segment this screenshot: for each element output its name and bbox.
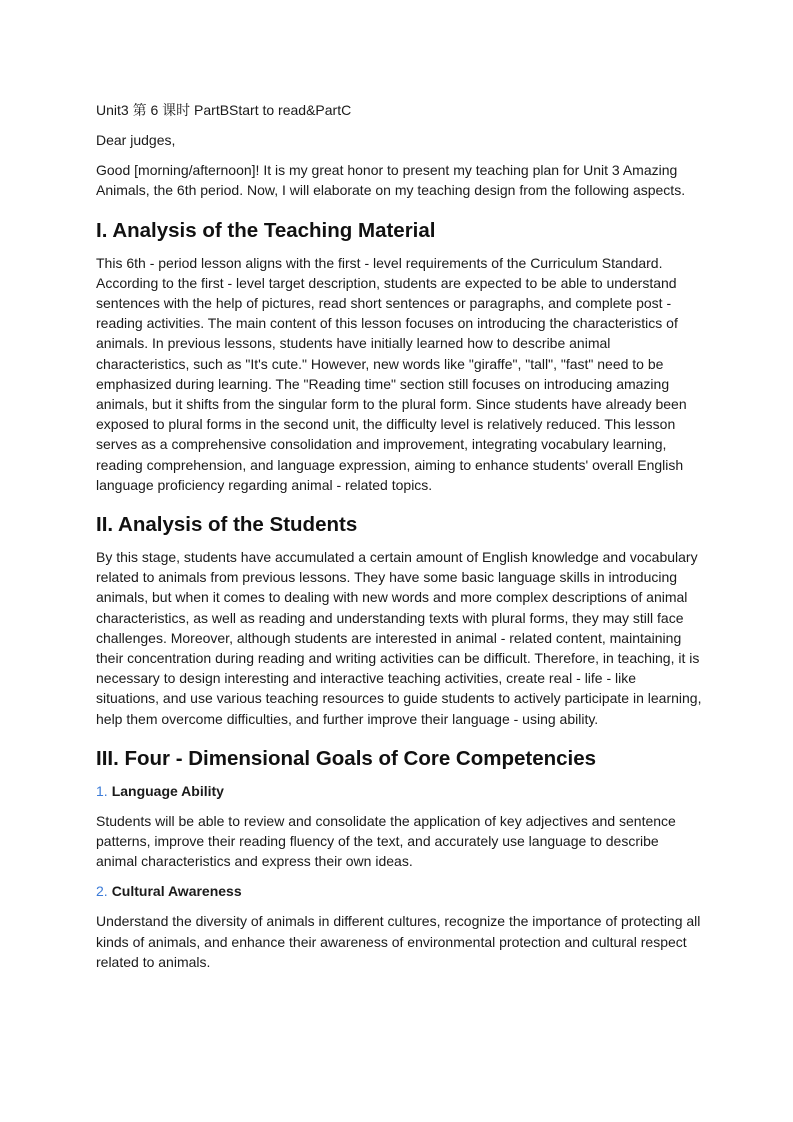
goal-number: 2.: [96, 883, 108, 900]
intro-paragraph: Good [morning/afternoon]! It is my great honor to present my teaching plan for Unit 3 Amazing Animals, the 6th period. Now, I will elaborate on my teaching design from the following aspects.: [96, 162, 686, 199]
section-heading-teaching-material: I. Analysis of the Teaching Material: [96, 218, 436, 242]
document-title: Unit3 第 6 课时 PartBStart to read&PartC: [96, 102, 352, 118]
goal-heading-language-ability: [96, 781, 702, 801]
goal-title: Cultural Awareness: [111, 883, 242, 900]
goal-title: Language Ability: [111, 782, 224, 799]
goal-number: 1.: [96, 782, 108, 799]
section-heading-students: II. Analysis of the Students: [96, 513, 358, 537]
goal-heading-cultural-awareness: [96, 881, 702, 901]
teaching-material-paragraph: This 6th - period lesson aligns with the first - level requirements of the Curriculum Standard. According to the first - level target description, students are expected to be able to understand sentences with the help of pictures, read short sentences or paragraphs, and complete post - reading activities. The main content of this lesson focuses on introducing the characteristics of animals. In previous lessons, students have initially learned how to describe animal characteristics, such as "It's cute." However, new words like "giraffe", "tall", "fast" need to be emphasized during learning. The "Reading time" section still focuses on introducing amazing animals, but it shifts from the singular form to the plural form. Since students have already been exposed to plural forms in the second unit, the difficulty level is relatively reduced. This lesson serves as a comprehensive consolidation and improvement, integrating vocabulary learning, reading comprehension, and language expression, aiming to enhance students' overall English language proficiency regarding animal - related topics.: [96, 254, 687, 493]
section-heading-core-competencies: III. Four - Dimensional Goals of Core Competencies: [96, 746, 597, 770]
document-page: [96, 100, 702, 982]
goal-body-language-ability: Students will be able to review and consolidate the application of key adjectives and sentence patterns, improve their reading fluency of the text, and accurately use language to describe animal characteristics and express their own ideas.: [96, 812, 676, 870]
goal-body-cultural-awareness: Understand the diversity of animals in different cultures, recognize the importance of protecting all kinds of animals, and enhance their awareness of environmental protection and cultural respect related to animals.: [96, 913, 701, 970]
students-paragraph: By this stage, students have accumulated a certain amount of English knowledge and vocabulary related to animals from previous lessons. They have some basic language skills in introducing animals, but when it comes to dealing with new words and more complex descriptions of animal characteristics, as well as reading and understanding texts with plural forms, they may still face challenges. Moreover, although students are interested in animal - related content, maintaining their concentration during reading and writing activities can be difficult. Therefore, in teaching, it is necessary to design interesting and interactive teaching activities, create real - life - like situations, and use various teaching resources to guide students to actively participate in learning, help them overcome difficulties, and further improve their language - using ability.: [96, 549, 702, 727]
greeting: Dear judges,: [96, 132, 176, 148]
